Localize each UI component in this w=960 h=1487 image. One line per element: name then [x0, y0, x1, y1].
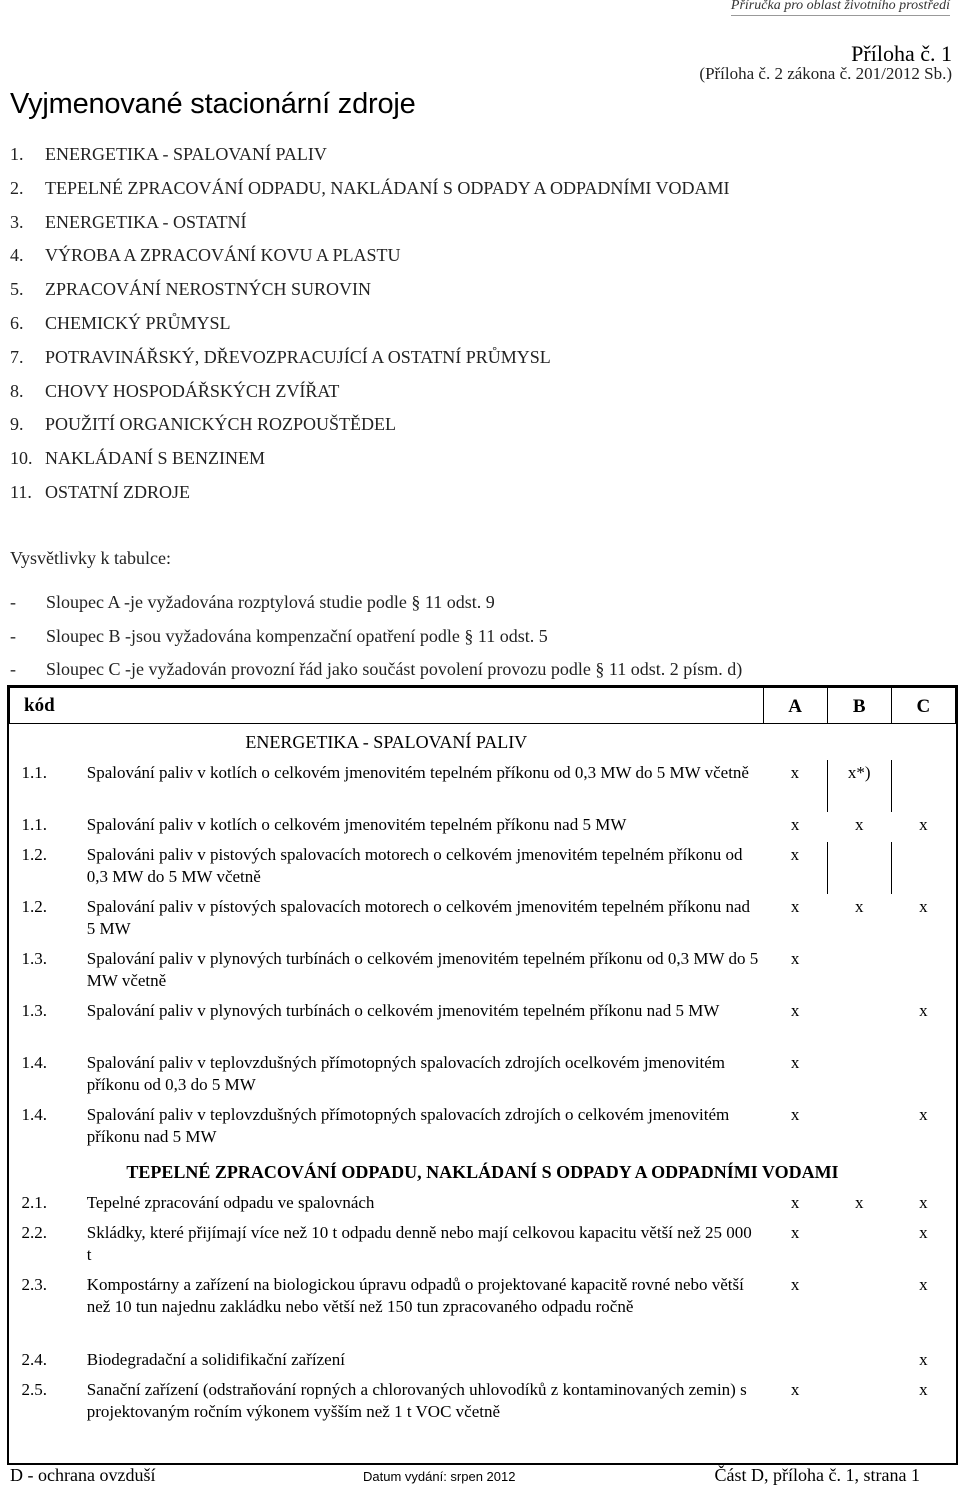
list-item: 6. CHEMICKÝ PRŮMYSL	[10, 312, 231, 333]
section-row	[10, 1154, 956, 1190]
category-list	[10, 144, 730, 516]
list-item: 3. ENERGETIKA - OSTATNÍ	[10, 211, 247, 232]
table-row: 1.4. Spalování paliv v teplovzdušných přímotopných spalovacích zdrojích ocelkovém jmenovitém příkonu od 0,3 do 5 MW x	[21, 1053, 800, 1094]
section-title: ENERGETIKA - SPALOVANÍ PALIV	[245, 732, 528, 752]
table-row: 1.3. Spalování paliv v plynových turbínách o celkovém jmenovitém tepelném příkonu od 0,3 MW do 5 MW včetně x	[21, 949, 800, 990]
legend-item: - Sloupec C -je vyžadován provozní řád jako součást povolení provozu podle § 11 odst. 2 písm. d)	[10, 659, 743, 679]
header-kod: kód	[10, 688, 764, 724]
header-b: B	[827, 688, 891, 724]
table-row: 2.3. Kompostárny a zařízení na biologickou úpravu odpadů o projektované kapacitě rovné nebo větší než 10 tun najednu zakládku nebo větší než 150 tun zpracovaného odpadu ročně x x	[21, 1275, 928, 1316]
table-row: 2.4. Biodegradační a solidifikační zařízení x	[21, 1350, 928, 1369]
page-title: Vyjmenované stacionární zdroje	[10, 88, 416, 120]
sources-table	[7, 685, 958, 1465]
table-row: 2.5. Sanační zařízení (odstraňování ropných a chlorovaných uhlovodíků z kontaminovaných zemin) s projektovaným ročním výkonem vyšším než 1 t VOC včetně x x	[21, 1380, 928, 1421]
list-item: 2. TEPELNÉ ZPRACOVÁNÍ ODPADU, NAKLÁDANÍ S ODPADY A ODPADNÍMI VODAMI	[10, 177, 730, 198]
law-reference: (Příloha č. 2 zákona č. 201/2012 Sb.)	[699, 64, 952, 83]
table-row: 1.2. Spalováni paliv v pistových spalovacích motorech o celkovém jmenovitém tepelném příkonu od 0,3 MW do 5 MW včetně x	[10, 842, 956, 894]
header-c: C	[891, 688, 955, 724]
footer-page: Část D, příloha č. 1, strana 1	[714, 1465, 920, 1485]
table-row: 2.1. Tepelné zpracování odpadu ve spalovnách x x x	[21, 1193, 928, 1212]
list-item: 11. OSTATNÍ ZDROJE	[10, 481, 191, 502]
table-legend	[10, 548, 742, 693]
header-a: A	[763, 688, 827, 724]
table-row: 2.2. Skládky, které přijímají více než 10 t odpadu denně nebo mají celkovou kapacitu větší než 25 000 t x x	[21, 1223, 928, 1264]
list-item: 1. ENERGETIKA - SPALOVANÍ PALIV	[10, 144, 327, 164]
list-item: 5. ZPRACOVÁNÍ NEROSTNÝCH SUROVIN	[10, 279, 372, 300]
document-header-note: Příručka pro oblast životního prostředí	[731, 0, 950, 16]
list-item: 10. NAKLÁDANÍ S BENZINEM	[10, 448, 265, 469]
list-item: 4. VÝROBA A ZPRACOVÁNÍ KOVU A PLASTU	[10, 245, 401, 266]
list-item: 9. POUŽITÍ ORGANICKÝCH ROZPOUŠTĚDEL	[10, 414, 396, 435]
legend-item: - Sloupec B -jsou vyžadována kompenzační opatření podle § 11 odst. 5	[10, 625, 548, 646]
footer-date: Datum vydání: srpen 2012	[363, 1469, 516, 1484]
table-row: 1.3. Spalování paliv v plynových turbínách o celkovém jmenovitém tepelném příkonu nad 5 MW x x	[21, 1001, 928, 1020]
table-row: 1.1. Spalování paliv v kotlích o celkovém jmenovitém tepelném příkonu od 0,3 MW do 5 MW včetně x x*)	[10, 760, 956, 812]
list-item: 7. POTRAVINÁŘSKÝ, DŘEVOZPRACUJÍCÍ A OSTATNÍ PRŮMYSL	[10, 346, 551, 367]
table-header-row	[10, 688, 956, 724]
section-title: TEPELNÉ ZPRACOVÁNÍ ODPADU, NAKLÁDANÍ S ODPADY A ODPADNÍMI VODAMI	[126, 1162, 839, 1182]
annex-number: Příloha č. 1	[851, 41, 952, 66]
table-row: 1.1. Spalování paliv v kotlích o celkovém jmenovitém tepelném příkonu nad 5 MW x x x	[21, 815, 928, 834]
table-row: 1.4. Spalování paliv v teplovzdušných přímotopných spalovacích zdrojích o celkovém jmenovitém příkonu nad 5 MW x x	[21, 1105, 928, 1146]
legend-title: Vysvětlivky k tabulce:	[10, 548, 171, 568]
table-row: 1.2. Spalování paliv v pístových spalovacích motorech o celkovém jmenovitém tepelném příkonu nad 5 MW x x x	[21, 897, 928, 938]
section-row	[10, 724, 956, 761]
list-item: 8. CHOVY HOSPODÁŘSKÝCH ZVÍŘAT	[10, 380, 340, 401]
footer-section: D - ochrana ovzduší	[10, 1465, 156, 1485]
legend-item: - Sloupec A -je vyžadována rozptylová studie podle § 11 odst. 9	[10, 592, 495, 612]
